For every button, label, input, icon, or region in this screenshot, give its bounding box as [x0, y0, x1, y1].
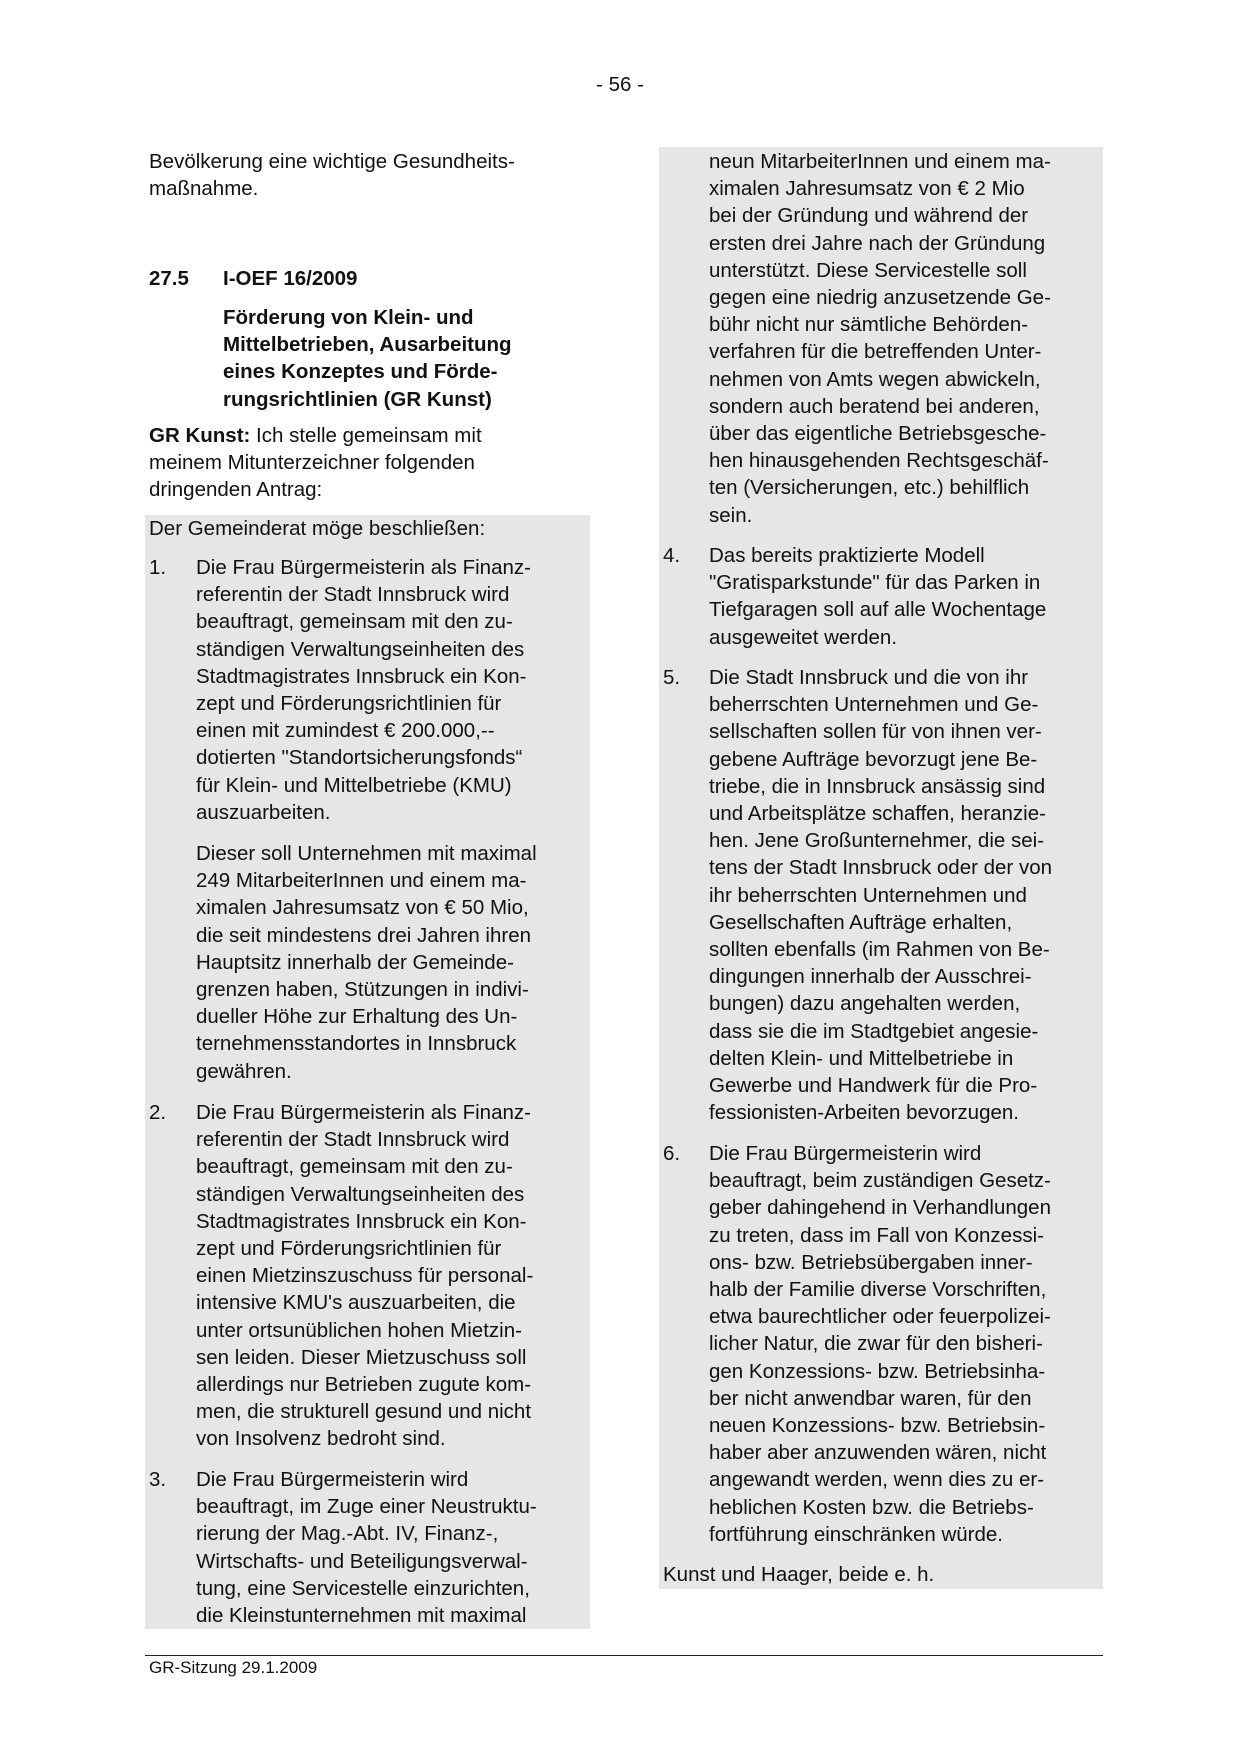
item-text: Die Frau Bürgermeisterin wird beauftragt, beim zuständigen Gesetz- geber dahingehend in Verhandlungen zu treten, dass im Fall von Konzessi- ons- bzw. Betriebsübergaben inner- halb der Familie diverse Vorschriften, etwa baurechtlicher oder feuerpolizei- licher Natur, die zwar für den bisheri- gen Konzessions- bzw. Betriebsinha- ber nicht anwendbar waren, für den neuen Konzessions- bzw. Betriebsin- haber aber anzuwenden wären, nicht angewandt werden, wenn dies zu er- heblichen Kosten bzw. die Betriebs- fortführung einschränken würde.: [709, 1142, 1051, 1546]
item-number: 2.: [149, 1101, 167, 1124]
intro-text: Bevölkerung eine wichtige Gesundheits- maßnahme.: [149, 150, 515, 201]
section-number: 27.5: [149, 267, 189, 290]
speaker-name: GR Kunst:: [149, 424, 251, 447]
page-number: - 56 -: [596, 73, 644, 96]
item-text: Die Frau Bürgermeisterin wird beauftragt, im Zuge einer Neustruktu- rierung der Mag.-Abt. IV, Finanz-, Wirtschafts- und Beteiligungsverwal- tung, eine Servicestelle einzurichten, die Kleinstunternehmen mit maximal: [196, 1468, 537, 1628]
item-number: 3.: [149, 1468, 167, 1491]
motion-intro: Der Gemeinderat möge beschließen:: [149, 517, 486, 540]
signature: Kunst und Haager, beide e. h.: [663, 1563, 935, 1586]
speaker-text: Ich stelle gemeinsam mit meinem Mitunterzeichner folgenden dringenden Antrag:: [149, 424, 482, 502]
speaker-paragraph: [149, 422, 482, 504]
item-number: 5.: [663, 666, 681, 689]
item-number: 6.: [663, 1142, 681, 1165]
item-number: 1.: [149, 556, 167, 579]
item-text: Die Stadt Innsbruck und die von ihr beherrschten Unternehmen und Ge- sellschaften sollen für von ihnen ver- gebene Aufträge bevorzugt jene Be- triebe, die in Innsbruck ansässig sind und Arbeitsplätze schaffen, heranzie- hen. Jene Großunternehmer, die sei- tens der Stadt Innsbruck oder der von ihr beherrschten Unternehmen und Gesellschaften Aufträge erhalten, sollten ebenfalls (im Rahmen von Be- dingungen innerhalb der Ausschrei- bungen) dazu angehalten werden, dass sie die im Stadtgebiet angesie- delten Klein- und Mittelbetriebe in Gewerbe und Handwerk für die Pro- fessionisten-Arbeiten bevorzugen.: [709, 666, 1053, 1125]
item-text: Das bereits praktizierte Modell "Gratisparkstunde" für das Parken in Tiefgaragen soll auf alle Wochentage ausgeweitet werden.: [709, 544, 1047, 649]
item-text: Dieser soll Unternehmen mit maximal 249 MitarbeiterInnen und einem ma- ximalen Jahresumsatz von € 50 Mio, die seit mindestens drei Jahren ihren Hauptsitz innerhalb der Gemeinde- grenzen haben, Stützungen in indivi- dueller Höhe zur Erhaltung des Un- ternehmensstandortes in Innsbruck gewähren.: [196, 842, 537, 1083]
footer-text: GR-Sitzung 29.1.2009: [149, 1658, 318, 1677]
item-number: 4.: [663, 544, 681, 567]
footer-divider: [145, 1655, 1103, 1656]
item-text: Die Frau Bürgermeisterin als Finanz- referentin der Stadt Innsbruck wird beauftragt, gemeinsam mit den zu- ständigen Verwaltungseinheiten des Stadtmagistrates Innsbruck ein Kon- zept und Förderungsrichtlinien für einen mit zumindest € 200.000,-- dotierten "Standortsicherungsfonds“ für Klein- und Mittelbetriebe (KMU) auszuarbeiten.: [196, 556, 531, 824]
item-continuation: neun MitarbeiterInnen und einem ma- ximalen Jahresumsatz von € 2 Mio bei der Gründung und während der ersten drei Jahre nach der Gründung unterstützt. Diese Servicestelle soll gegen eine niedrig anzusetzende Ge- bühr nicht nur sämtliche Behörden- verfahren für die betreffenden Unter- nehmen von Amts wegen abwickeln, sondern auch beratend bei anderen, über das eigentliche Betriebsgesche- hen hinausgehenden Rechtsgeschäf- ten (Versicherungen, etc.) behilflich sein.: [709, 150, 1051, 527]
section-id: I-OEF 16/2009: [223, 267, 358, 290]
item-text: Die Frau Bürgermeisterin als Finanz- referentin der Stadt Innsbruck wird beauftragt, gemeinsam mit den zu- ständigen Verwaltungseinheiten des Stadtmagistrates Innsbruck ein Kon- zept und Förderungsrichtlinien für einen Mietzinszuschuss für personal- intensive KMU's auszuarbeiten, die unter ortsunüblichen hohen Mietzin- sen leiden. Dieser Mietzuschuss soll allerdings nur Betrieben zugute kom- men, die strukturell gesund und nicht von Insolvenz bedroht sind.: [196, 1101, 534, 1451]
section-title: Förderung von Klein- und Mittelbetrieben, Ausarbeitung eines Konzeptes und Förde- rungsrichtlinien (GR Kunst): [223, 306, 512, 411]
